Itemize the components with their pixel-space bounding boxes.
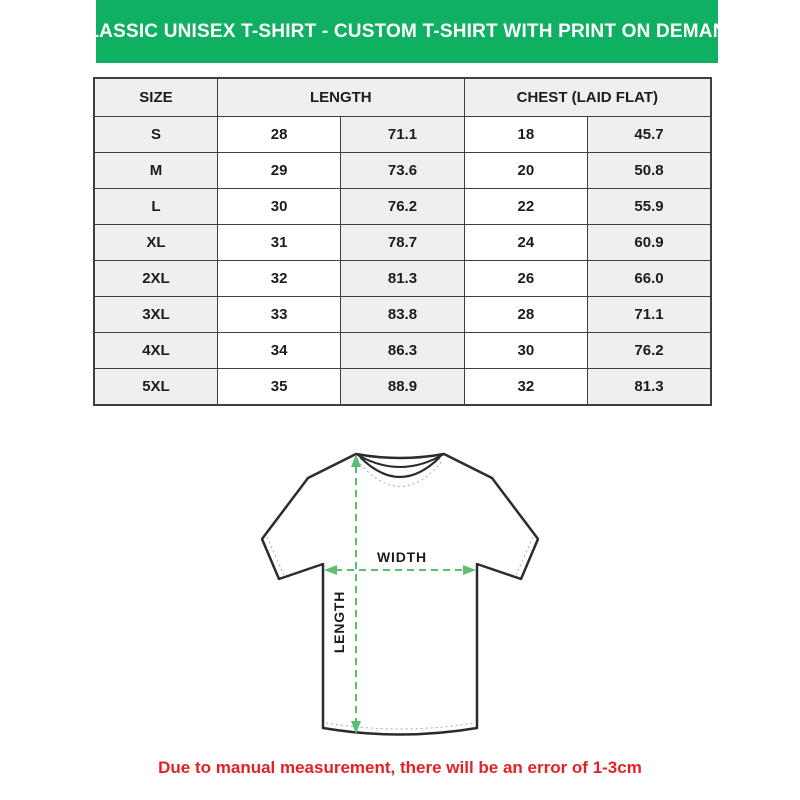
- chest-in-cell: 20: [464, 153, 587, 189]
- chest-in-cell: 24: [464, 225, 587, 261]
- length-header: LENGTH: [217, 78, 464, 117]
- chest-cm-cell: 71.1: [588, 297, 711, 333]
- length-in-cell: 33: [217, 297, 340, 333]
- table-row: [94, 297, 711, 333]
- length-in-cell: 29: [217, 153, 340, 189]
- chest-cm-cell: 76.2: [588, 333, 711, 369]
- size-cell: 5XL: [94, 369, 217, 406]
- table-row: [94, 117, 711, 153]
- size-cell: 2XL: [94, 261, 217, 297]
- chest-in-cell: 22: [464, 189, 587, 225]
- size-cell: L: [94, 189, 217, 225]
- chest-cm-cell: 50.8: [588, 153, 711, 189]
- length-cm-cell: 88.9: [341, 369, 464, 406]
- length-in-cell: 28: [217, 117, 340, 153]
- table-row: [94, 369, 711, 406]
- chest-cm-cell: 45.7: [588, 117, 711, 153]
- product-title: CLASSIC UNISEX T-SHIRT - CUSTOM T-SHIRT WITH PRINT ON DEMAND: [73, 20, 741, 42]
- chest-cm-cell: 60.9: [588, 225, 711, 261]
- size-cell: 3XL: [94, 297, 217, 333]
- chest-in-cell: 28: [464, 297, 587, 333]
- length-cm-cell: 86.3: [341, 333, 464, 369]
- chest-cm-cell: 55.9: [588, 189, 711, 225]
- table-row: [94, 261, 711, 297]
- length-cm-cell: 83.8: [341, 297, 464, 333]
- chest-in-cell: 32: [464, 369, 587, 406]
- length-in-cell: 34: [217, 333, 340, 369]
- chest-cm-cell: 66.0: [588, 261, 711, 297]
- table-row: [94, 153, 711, 189]
- table-row: [94, 189, 711, 225]
- measurement-note: Due to manual measurement, there will be an error of 1-3cm: [158, 758, 642, 777]
- chest-in-cell: 18: [464, 117, 587, 153]
- width-label: WIDTH: [377, 549, 427, 565]
- size-header: SIZE: [94, 78, 217, 117]
- table-header-row: [94, 78, 711, 117]
- chest-cm-cell: 81.3: [588, 369, 711, 406]
- length-in-cell: 32: [217, 261, 340, 297]
- length-cm-cell: 73.6: [341, 153, 464, 189]
- length-cm-cell: 81.3: [341, 261, 464, 297]
- size-cell: 4XL: [94, 333, 217, 369]
- product-title-banner: [73, 0, 741, 63]
- length-cm-cell: 78.7: [341, 225, 464, 261]
- size-cell: M: [94, 153, 217, 189]
- chest-in-cell: 26: [464, 261, 587, 297]
- length-label: LENGTH: [331, 590, 347, 654]
- chest-in-cell: 30: [464, 333, 587, 369]
- table-row: [94, 333, 711, 369]
- tshirt-diagram: [250, 440, 550, 740]
- length-in-cell: 35: [217, 369, 340, 406]
- length-cm-cell: 71.1: [341, 117, 464, 153]
- tshirt-outline: [262, 454, 538, 735]
- size-cell: S: [94, 117, 217, 153]
- tshirt-svg: [250, 440, 550, 740]
- length-cm-cell: 76.2: [341, 189, 464, 225]
- length-in-cell: 30: [217, 189, 340, 225]
- length-in-cell: 31: [217, 225, 340, 261]
- size-chart-table: [93, 77, 712, 406]
- chest-header: CHEST (LAID FLAT): [464, 78, 711, 117]
- size-cell: XL: [94, 225, 217, 261]
- table-row: [94, 225, 711, 261]
